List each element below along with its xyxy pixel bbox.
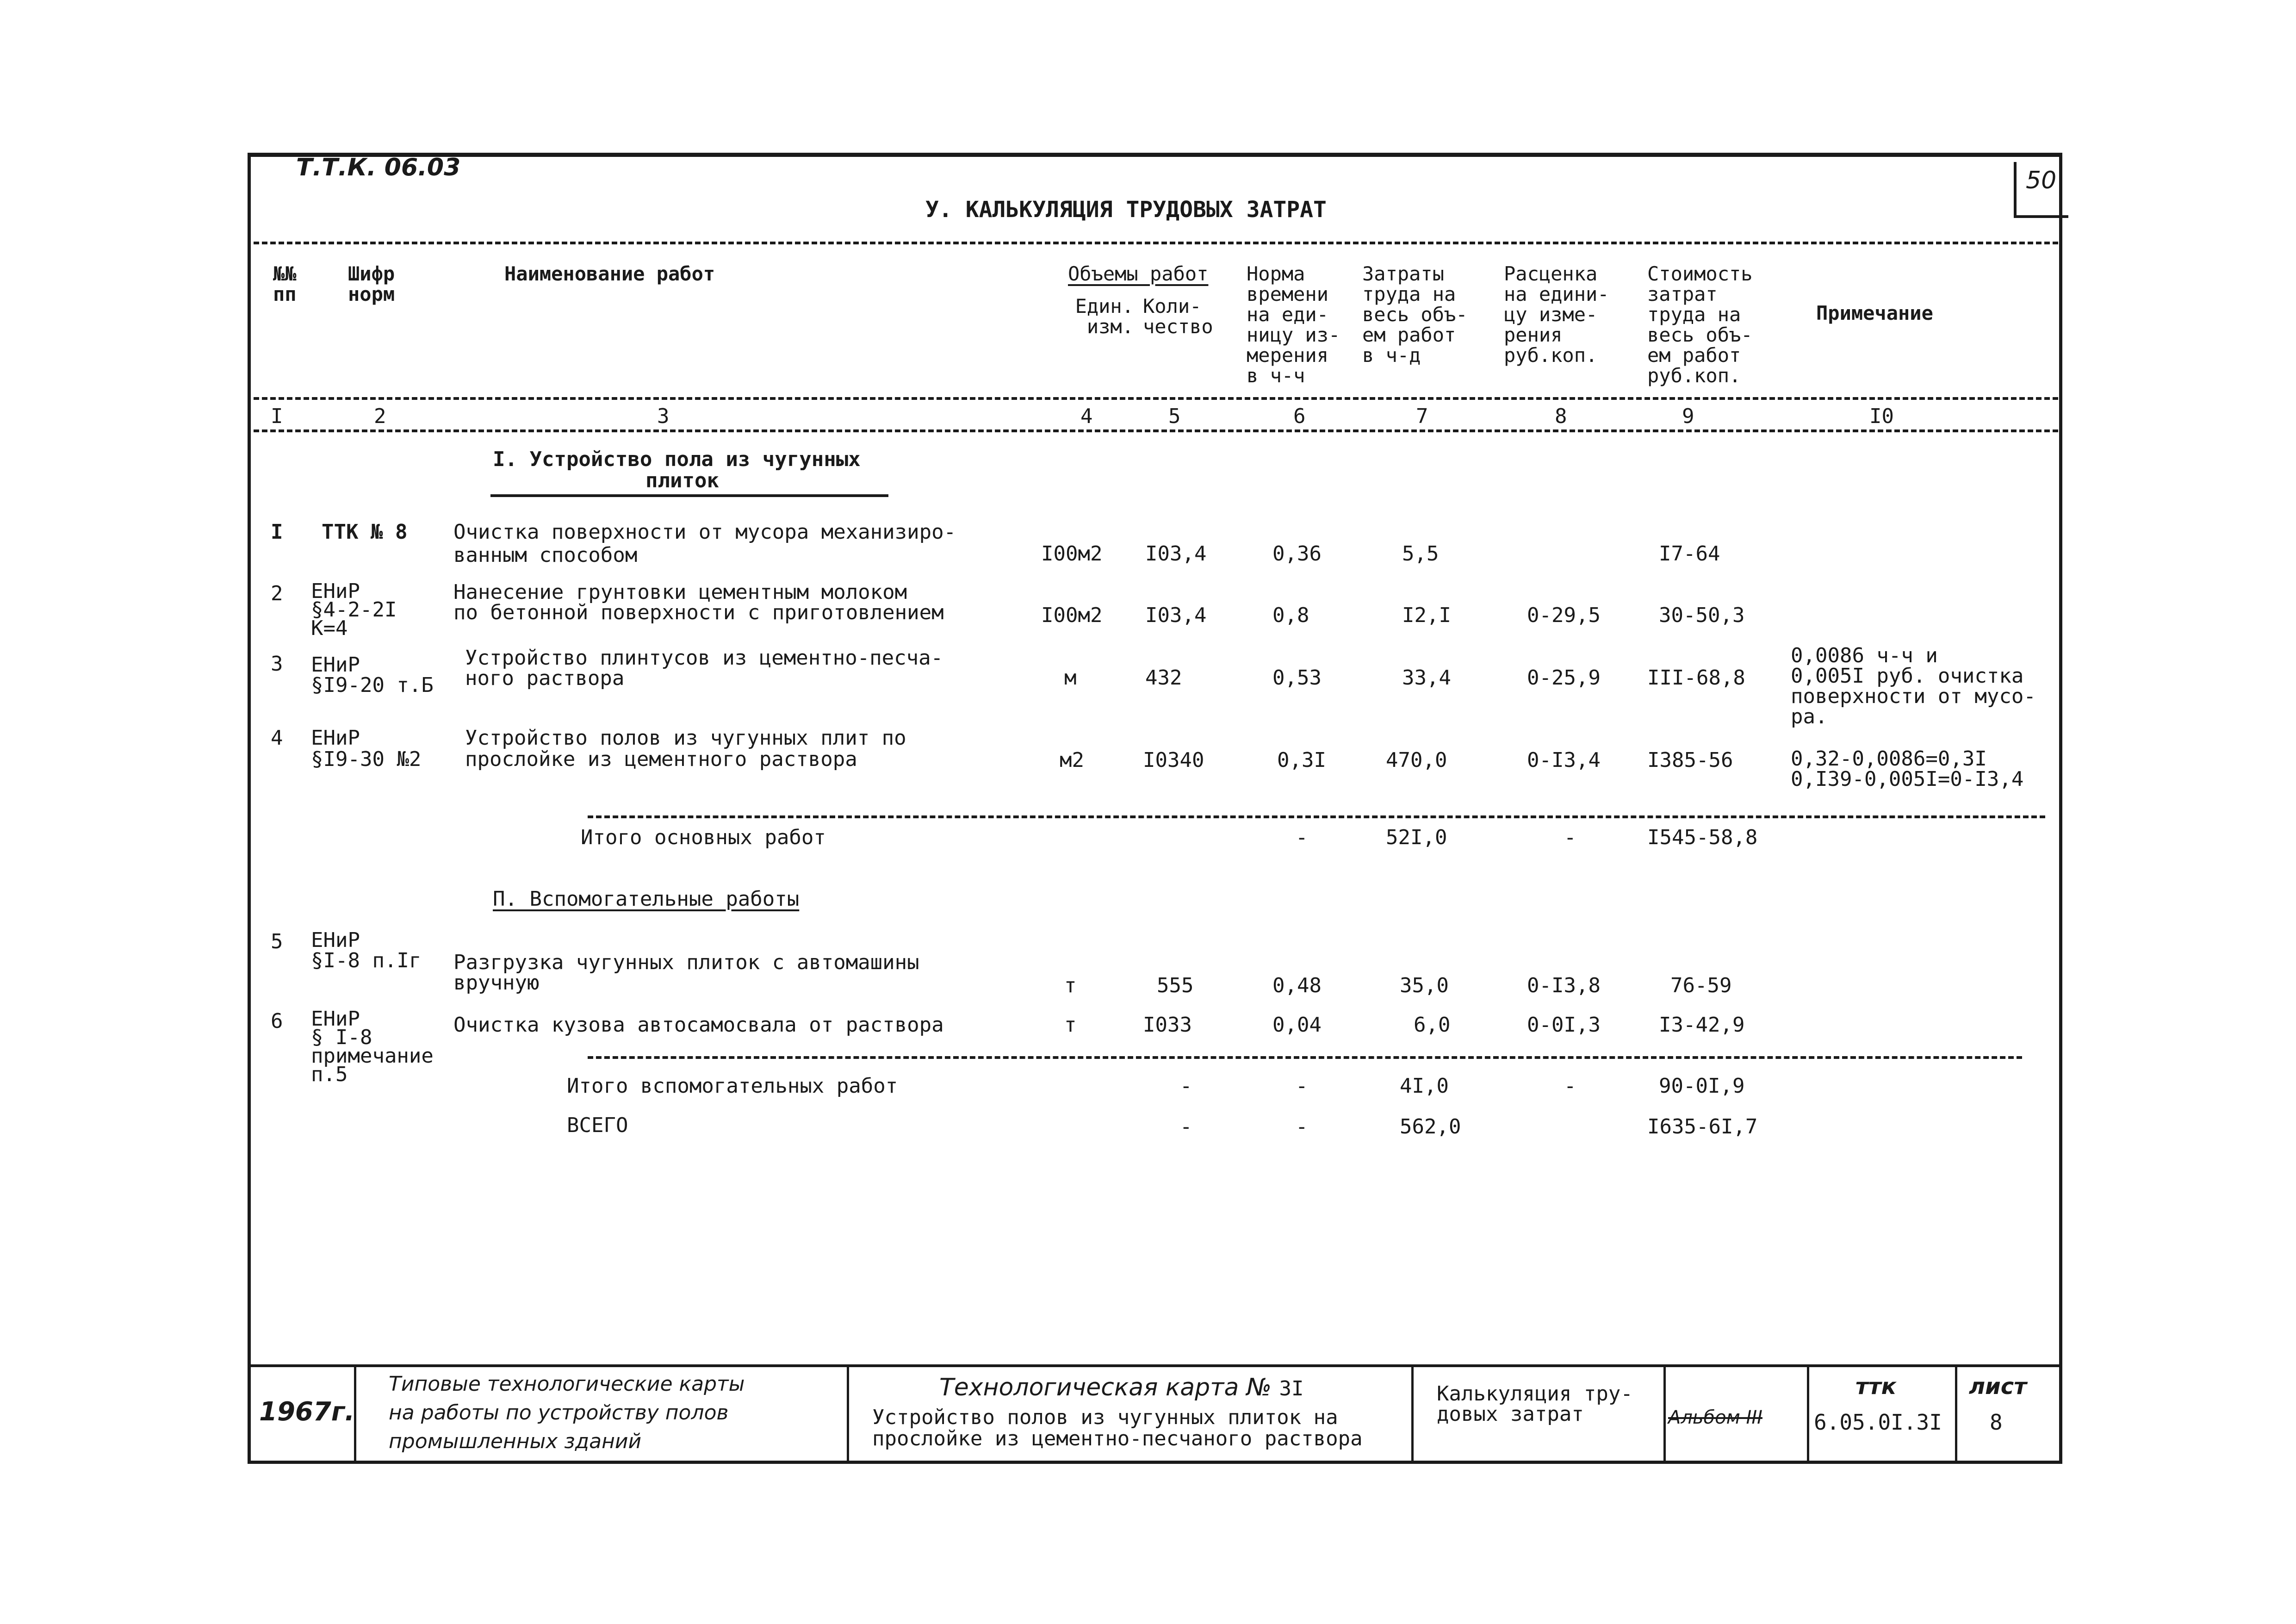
col-note-header: Примечание: [1816, 302, 1933, 324]
col-rate-header: Расценка на едини- цу изме- рения руб.коп.: [1504, 262, 1609, 367]
row-1-name: Очистка поверхности от мусора механизиро- ванным способом: [453, 520, 956, 567]
row-1-norm: 0,36: [1272, 542, 1322, 566]
stamp-ttk-code: 6.05.0I.3I: [1814, 1410, 1942, 1435]
row-2-cost: 30-50,3: [1659, 604, 1745, 627]
row-5-unit: т: [1064, 974, 1077, 997]
row-2-rate: 0-29,5: [1527, 604, 1601, 627]
row-4-num: 4: [271, 726, 283, 750]
row-6-unit: т: [1064, 1013, 1077, 1037]
col-volume-header: Объемы работ: [1068, 262, 1209, 285]
row-3-cost: III-68,8: [1647, 666, 1745, 690]
stamp-card-title: Технологическая карта № 3I: [939, 1374, 1304, 1401]
col-number-8: 8: [1555, 404, 1567, 428]
stamp-divider-6: [1955, 1364, 1957, 1464]
stamp-sheet-label: лист: [1969, 1374, 2027, 1400]
col-number-5: 5: [1168, 404, 1181, 428]
row-3-labor: 33,4: [1402, 666, 1451, 690]
page-frame: [248, 153, 2062, 1464]
row-4-code: ЕНиР §I9-30 №2: [311, 726, 422, 771]
row-6-num: 6: [271, 1009, 283, 1033]
col-num-header: №№ пп: [273, 262, 297, 305]
subtotal-1-label: Итого основных работ: [581, 826, 826, 849]
col-name-header: Наименование работ: [504, 262, 715, 285]
stamp-divider-5: [1807, 1364, 1809, 1464]
row-6-cost: I3-42,9: [1659, 1013, 1745, 1037]
row-6-labor: 6,0: [1414, 1013, 1451, 1037]
stamp-sheet-no: 8: [1990, 1410, 2003, 1435]
row-2-labor: I2,I: [1402, 604, 1451, 627]
stamp-ttk-label: ттк: [1855, 1374, 1897, 1400]
row-1-cost: I7-64: [1659, 542, 1720, 566]
stamp-divider-2: [847, 1364, 849, 1464]
row-4-unit: м2: [1060, 748, 1084, 772]
row-2-num: 2: [271, 582, 283, 605]
row-2-unit: I00м2: [1041, 604, 1103, 627]
page-title: У. КАЛЬКУЛЯЦИЯ ТРУДОВЫХ ЗАТРАТ: [925, 197, 1327, 223]
stamp-top-rule: [248, 1364, 2062, 1367]
subtotal-1-norm: -: [1296, 826, 1308, 849]
row-4-rate: 0-I3,4: [1527, 748, 1601, 772]
row-4-norm: 0,3I: [1277, 748, 1326, 772]
row-4-note: 0,32-0,0086=0,3I 0,I39-0,005I=0-I3,4: [1791, 747, 2024, 791]
row-2-qty: I03,4: [1145, 604, 1207, 627]
row-6-rate: 0-0I,3: [1527, 1013, 1601, 1037]
total-cost: I635-6I,7: [1647, 1115, 1758, 1139]
stamp-year: 1967г.: [259, 1397, 355, 1427]
stamp-divider-4: [1663, 1364, 1666, 1464]
section-1-underline: [490, 494, 888, 497]
subtotal-2-rule: [588, 1056, 2022, 1059]
total-labor: 562,0: [1400, 1115, 1461, 1139]
col-code-header: Шифр норм: [348, 262, 395, 305]
row-1-unit: I00м2: [1041, 542, 1103, 566]
page-number: 50: [2026, 167, 2057, 194]
col-number-2: 2: [374, 404, 386, 428]
row-6-qty: I033: [1143, 1013, 1192, 1037]
col-qty-header: Коли- чество: [1143, 295, 1213, 338]
stamp-album: Альбом III: [1668, 1407, 1762, 1428]
doc-code: Т.Т.К. 06.03: [296, 154, 461, 181]
stamp-divider-3: [1411, 1364, 1414, 1464]
col-unit-header: Един. изм.: [1075, 295, 1134, 338]
row-3-code: ЕНиР §I9-20 т.Б: [311, 653, 434, 697]
row-4-labor: 470,0: [1386, 748, 1447, 772]
row-5-num: 5: [271, 930, 283, 953]
subtotal-1-rate: -: [1564, 826, 1576, 849]
subtotal-2-cost: 90-0I,9: [1659, 1074, 1745, 1098]
subtotal-2-norm: -: [1296, 1074, 1308, 1098]
section-2-heading: П. Вспомогательные работы: [493, 887, 800, 911]
row-5-labor: 35,0: [1400, 974, 1449, 997]
row-6-norm: 0,04: [1272, 1013, 1322, 1037]
col-number-6: 6: [1293, 404, 1306, 428]
row-5-norm: 0,48: [1272, 974, 1322, 997]
row-1-num: I: [271, 520, 283, 544]
row-3-qty: 432: [1145, 666, 1182, 690]
row-2-norm: 0,8: [1272, 604, 1309, 627]
row-5-code: ЕНиР §I-8 п.Iг: [311, 928, 422, 972]
section-1-heading: I. Устройство пола из чугунных плиток: [493, 448, 861, 492]
stamp-series: Типовые технологические карты на работы по устройству полов промышленных зданий: [389, 1372, 745, 1453]
row-1-code: ТТК № 8: [322, 520, 408, 544]
col-number-1: I: [271, 404, 283, 428]
header-top-rule: [254, 242, 2058, 244]
total-norm: -: [1296, 1115, 1308, 1139]
subtotal-1-cost: I545-58,8: [1647, 826, 1758, 849]
subtotal-2-rate: -: [1564, 1074, 1576, 1098]
row-5-cost: 76-59: [1670, 974, 1732, 997]
stamp-card-desc: Устройство полов из чугунных плиток на прослойке из цементно-песчаного раствора: [872, 1406, 1363, 1450]
col-number-3: 3: [657, 404, 670, 428]
subtotal-2-unit: -: [1180, 1074, 1192, 1098]
subtotal-1-labor: 52I,0: [1386, 826, 1447, 849]
row-6-name: Очистка кузова автосамосвала от раствора: [453, 1013, 944, 1037]
row-2-name: Нанесение грунтовки цементным молоком по бетонной поверхности с приготовлением: [453, 580, 944, 624]
col-labor-header: Затраты труда на весь объ- ем работ в ч-д: [1362, 262, 1468, 367]
col-cost-header: Стоимость затрат труда на весь объ- ем работ руб.коп.: [1647, 262, 1753, 387]
row-5-rate: 0-I3,8: [1527, 974, 1601, 997]
row-4-cost: I385-56: [1647, 748, 1733, 772]
subtotal-1-rule: [588, 815, 2045, 818]
row-1-labor: 5,5: [1402, 542, 1439, 566]
total-unit: -: [1180, 1115, 1192, 1139]
row-6-code: ЕНиР § I-8 примечание п.5: [311, 1007, 434, 1086]
row-5-qty: 555: [1157, 974, 1194, 997]
col-number-10: I0: [1869, 404, 1894, 428]
row-3-note: 0,0086 ч-ч и 0,005I руб. очистка поверхности от мусо- ра.: [1791, 644, 2036, 728]
subtotal-2-labor: 4I,0: [1400, 1074, 1449, 1098]
row-1-qty: I03,4: [1145, 542, 1207, 566]
row-4-name: Устройство полов из чугунных плит по прослойке из цементного раствора: [465, 726, 906, 771]
subtotal-2-label: Итого вспомогательных работ: [567, 1074, 898, 1098]
row-3-unit: м: [1064, 666, 1077, 690]
row-3-rate: 0-25,9: [1527, 666, 1601, 690]
header-bottom-rule: [254, 397, 2058, 400]
row-3-norm: 0,53: [1272, 666, 1322, 690]
col-number-7: 7: [1416, 404, 1428, 428]
colnum-bottom-rule: [254, 429, 2058, 432]
stamp-section: Калькуляция тру- довых затрат: [1437, 1382, 1633, 1426]
total-label: ВСЕГО: [567, 1114, 628, 1137]
row-2-code: ЕНиР §4-2-2I К=4: [311, 579, 397, 640]
col-number-9: 9: [1682, 404, 1694, 428]
row-5-name: Разгрузка чугунных плиток с автомашины вручную: [453, 951, 919, 995]
col-number-4: 4: [1080, 404, 1093, 428]
row-3-num: 3: [271, 652, 283, 676]
row-3-name: Устройство плинтусов из цементно-песча- ного раствора: [465, 646, 943, 690]
col-norm-header: Норма времени на еди- ницу из- мерения в ч-ч: [1247, 262, 1340, 387]
row-4-qty: I0340: [1143, 748, 1204, 772]
